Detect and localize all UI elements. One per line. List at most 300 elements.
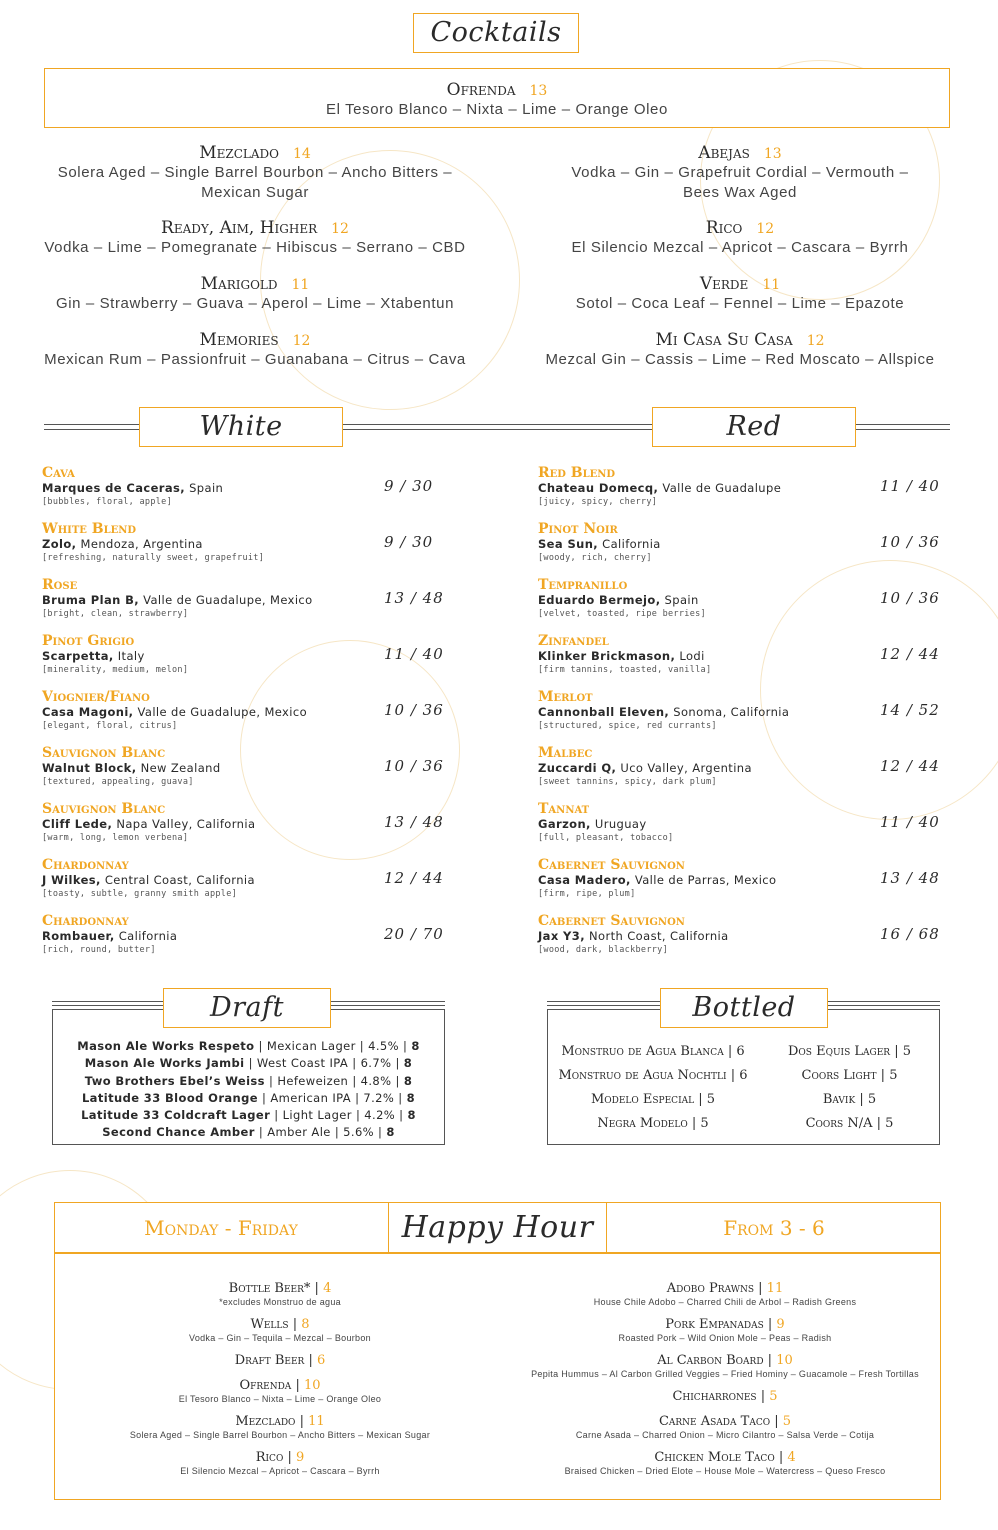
- happy-hour-item-price: 11: [766, 1281, 784, 1296]
- separator: |: [291, 1378, 304, 1393]
- happy-hour-item-title: [505, 1414, 945, 1430]
- bottled-beer-name: Bavik: [822, 1092, 856, 1107]
- separator: |: [244, 1056, 257, 1071]
- happy-hour-item: [80, 1378, 480, 1405]
- happy-hour-item-name: Carne Asada Taco: [658, 1414, 771, 1429]
- wine-notes: [textured, appealing, guava]: [42, 777, 194, 787]
- cocktail-name: Mezclado: [199, 143, 279, 163]
- happy-hour-item: [80, 1281, 480, 1308]
- wine-varietal: Rose: [42, 577, 78, 593]
- happy-hour-item-price: 10: [303, 1378, 321, 1393]
- wine-region: Valle de Guadalupe, Mexico: [143, 593, 313, 607]
- cocktail-price: 13: [763, 146, 782, 162]
- separator: |: [763, 1353, 777, 1368]
- wine-region: Uruguay: [594, 817, 647, 831]
- wine-varietal: Merlot: [538, 689, 593, 705]
- wine-producer: Zuccardi Q,: [538, 761, 617, 775]
- wine-item: [42, 746, 402, 789]
- separator: |: [872, 1116, 886, 1131]
- draft-beer-price: 8: [403, 1073, 413, 1088]
- wine-price: 20 / 70: [384, 925, 444, 943]
- cocktail-price: 11: [291, 277, 310, 293]
- wine-region: Lodi: [679, 649, 705, 663]
- wine-producer-line: [42, 817, 402, 832]
- draft-beer-abv: 6.7%: [360, 1056, 392, 1071]
- wine-producer: Bruma Plan B,: [42, 593, 140, 607]
- wine-notes: [juicy, spicy, cherry]: [538, 497, 658, 507]
- wine-producer: Garzon,: [538, 817, 591, 831]
- happy-hour-item: [505, 1353, 945, 1380]
- draft-heading: Draft: [210, 992, 284, 1023]
- draft-beer-abv: 4.2%: [364, 1108, 396, 1123]
- draft-beer-item: [53, 1107, 444, 1124]
- draft-beer-style: Hefeweizen: [277, 1073, 349, 1088]
- cocktail-item: [525, 143, 955, 203]
- wine-price: 9 / 30: [384, 477, 434, 495]
- wine-producer-line: [42, 929, 402, 944]
- draft-beer-style: Light Lager: [282, 1108, 352, 1123]
- wine-producer-line: [538, 873, 898, 888]
- bottled-beer-price: 5: [706, 1092, 716, 1107]
- featured-cocktail-name: Ofrenda: [446, 80, 516, 100]
- draft-beer-name: Latitude 33 Blood Orange: [81, 1090, 258, 1105]
- wine-region: Valle de Parras, Mexico: [634, 873, 777, 887]
- wine-producer: Jax Y3,: [538, 929, 585, 943]
- separator: |: [726, 1068, 740, 1083]
- wine-price: 13 / 48: [880, 869, 940, 887]
- wine-producer-line: [42, 873, 402, 888]
- separator: |: [687, 1116, 701, 1131]
- happy-hour-item-price: 9: [295, 1450, 305, 1465]
- wine-producer-line: [42, 761, 402, 776]
- separator: |: [288, 1317, 302, 1332]
- cocktail-item: [525, 274, 955, 314]
- wine-item: [42, 578, 402, 621]
- cocktail-price: 12: [292, 333, 311, 349]
- draft-beer-name: Mason Ale Works Respeto: [77, 1039, 255, 1053]
- wine-notes: [warm, long, lemon verbena]: [42, 833, 189, 843]
- bottled-beer-name: Negra Modelo: [597, 1116, 688, 1131]
- happy-hour-item-desc: El Silencio Mezcal – Apricot – Cascara – Byrrh: [180, 1466, 380, 1476]
- draft-beer-abv: 4.5%: [368, 1039, 399, 1053]
- draft-beer-item: [53, 1073, 444, 1090]
- bottled-beer-price: 5: [902, 1044, 911, 1059]
- wine-item: [42, 690, 402, 733]
- happy-hour-item-name: Rico: [255, 1450, 284, 1465]
- separator: |: [754, 1281, 767, 1296]
- cocktail-name: Ready, Aim, Higher: [161, 218, 318, 238]
- wine-varietal: Pinot Noir: [538, 521, 618, 537]
- featured-cocktail-title: [45, 80, 949, 100]
- wine-producer: Sea Sun,: [538, 537, 599, 551]
- wine-region: Napa Valley, California: [116, 817, 256, 831]
- draft-beer-price: 8: [386, 1125, 395, 1140]
- separator: |: [254, 1039, 267, 1053]
- separator: |: [283, 1450, 296, 1465]
- happy-hour-item-name: Adobo Prawns: [666, 1281, 755, 1296]
- cocktail-item: [40, 274, 470, 314]
- happy-hour-heading: Happy Hour: [401, 1210, 594, 1245]
- happy-hour-item-desc: Carne Asada – Charred Onion – Micro Cilantro – Salsa Verde – Cotija: [575, 1430, 875, 1440]
- wine-price: 14 / 52: [880, 701, 940, 719]
- wine-region: Spain: [189, 481, 224, 495]
- wine-region: Spain: [664, 593, 699, 607]
- bottled-beer-name: Dos Equis Lager: [787, 1044, 891, 1059]
- happy-hour-item-price: 6: [316, 1353, 326, 1368]
- wine-price: 10 / 36: [880, 533, 940, 551]
- cocktail-item: [40, 330, 470, 370]
- cocktail-price: 12: [756, 221, 775, 237]
- cocktail-desc: Solera Aged – Single Barrel Bourbon – Ancho Bitters –: [57, 164, 453, 181]
- featured-cocktail-desc: El Tesoro Blanco – Nixta – Lime – Orange Oleo: [326, 101, 668, 118]
- happy-hour-time: From 3 - 6: [723, 1216, 825, 1240]
- separator: |: [254, 1125, 268, 1140]
- wine-notes: [toasty, subtle, granny smith apple]: [42, 889, 238, 899]
- bottled-beer-item: [548, 1064, 758, 1088]
- cocktail-desc: Bees Wax Aged: [683, 184, 797, 201]
- cocktail-desc: Mexican Rum – Passionfruit – Guanabana – Citrus – Cava: [44, 351, 466, 368]
- wine-notes: [full, pleasant, tobacco]: [538, 833, 674, 843]
- wine-region: Italy: [117, 649, 145, 663]
- bottled-beer-price: 5: [889, 1068, 898, 1083]
- cocktail-desc: Gin – Strawberry – Guava – Aperol – Lime – Xtabentun: [55, 295, 455, 312]
- cocktails-heading: Cocktails: [430, 17, 562, 48]
- separator: |: [391, 1073, 404, 1088]
- wine-region: California: [118, 929, 178, 943]
- separator: |: [264, 1073, 278, 1088]
- separator: |: [351, 1108, 365, 1123]
- happy-hour-item-price: 5: [782, 1414, 792, 1429]
- happy-hour-item-price: 11: [308, 1414, 325, 1429]
- bottled-beer-item: [548, 1112, 758, 1136]
- separator: |: [348, 1073, 361, 1088]
- bottled-beer-name: Monstruo de Agua Blanca: [561, 1044, 724, 1059]
- happy-hour-item-price: 4: [323, 1281, 332, 1296]
- separator: |: [355, 1039, 369, 1053]
- draft-beer-item: [53, 1055, 444, 1072]
- wine-varietal: Chardonnay: [42, 913, 129, 929]
- happy-hour-item: [80, 1353, 480, 1369]
- happy-hour-item-title: [80, 1378, 480, 1394]
- cocktail-desc: Sotol – Coca Leaf – Fennel – Lime – Epazote: [575, 295, 905, 312]
- bottled-beer-price: 5: [867, 1092, 877, 1107]
- cocktail-price: 14: [292, 146, 311, 162]
- wine-price: 11 / 40: [880, 477, 940, 495]
- happy-hour-heading-box: [388, 1202, 607, 1253]
- wine-item: [42, 802, 402, 845]
- wine-varietal: Cabernet Sauvignon: [538, 857, 685, 873]
- draft-list-box: [52, 1009, 445, 1145]
- happy-hour-item-desc: El Tesoro Blanco – Nixta – Lime – Orange Oleo: [178, 1394, 382, 1404]
- happy-hour-item-name: Chicken Mole Taco: [654, 1450, 775, 1465]
- wine-price: 9 / 30: [384, 533, 434, 551]
- wine-item: [538, 746, 898, 789]
- featured-cocktail-price: 13: [529, 83, 548, 99]
- happy-hour-item-title: [80, 1281, 480, 1297]
- draft-beer-price: 8: [411, 1039, 420, 1053]
- wine-notes: [structured, spice, red currants]: [538, 721, 717, 731]
- wine-notes: [wood, dark, blackberry]: [538, 945, 669, 955]
- draft-beer-price: 8: [403, 1056, 413, 1071]
- wine-varietal: Tannat: [538, 801, 590, 817]
- wine-region: Valle de Guadalupe, Mexico: [137, 705, 308, 719]
- separator: |: [694, 1092, 707, 1107]
- wine-item: [538, 690, 898, 733]
- wine-producer-line: [538, 481, 898, 496]
- wine-notes: [firm tannins, toasted, vanilla]: [538, 665, 712, 675]
- happy-hour-item-desc: Roasted Pork – Wild Onion Mole – Peas – Radish: [618, 1333, 832, 1343]
- happy-hour-item-title: [505, 1281, 945, 1297]
- separator: |: [774, 1450, 788, 1465]
- red-heading-box: [652, 407, 856, 447]
- draft-beer-name: Latitude 33 Coldcraft Lager: [81, 1108, 271, 1123]
- wine-producer-line: [538, 593, 898, 608]
- cocktail-item: [40, 143, 470, 203]
- bottled-beer-name: Monstruo de Agua Nochtli: [558, 1068, 727, 1083]
- happy-hour-item-title: [80, 1317, 480, 1333]
- draft-beer-abv: 7.2%: [363, 1090, 395, 1105]
- wine-producer-line: [538, 537, 898, 552]
- bottled-beer-item: [758, 1088, 941, 1112]
- wine-price: 13 / 48: [384, 813, 444, 831]
- wine-notes: [minerality, medium, melon]: [42, 665, 189, 675]
- happy-hour-item-desc: Braised Chicken – Dried Elote – House Mole – Watercress – Queso Fresco: [564, 1466, 886, 1476]
- cocktails-heading-box: [413, 13, 579, 53]
- happy-hour-item-title: [505, 1450, 945, 1466]
- wine-producer-line: [42, 705, 402, 720]
- draft-beer-name: Second Chance Amber: [102, 1125, 255, 1140]
- wine-notes: [elegant, floral, citrus]: [42, 721, 178, 731]
- bottled-beer-item: [758, 1064, 941, 1088]
- wine-price: 10 / 36: [384, 701, 444, 719]
- white-heading-box: [139, 407, 343, 447]
- cocktail-desc: Vodka – Lime – Pomegranate – Hibiscus – Serrano – CBD: [44, 239, 466, 256]
- wine-item: [538, 578, 898, 621]
- happy-hour-item-title: [505, 1353, 945, 1369]
- draft-beer-item: [53, 1038, 444, 1055]
- happy-hour-item: [505, 1450, 945, 1477]
- separator: |: [756, 1389, 770, 1404]
- wine-producer-line: [538, 929, 898, 944]
- separator: |: [876, 1068, 890, 1083]
- separator: |: [763, 1317, 777, 1332]
- wine-region: North Coast, California: [589, 929, 729, 943]
- separator: |: [330, 1125, 344, 1140]
- draft-heading-box: [163, 988, 331, 1028]
- wine-producer: Casa Magoni,: [42, 705, 134, 719]
- draft-beer-list: [53, 1038, 444, 1142]
- happy-hour-days: Monday - Friday: [144, 1216, 298, 1240]
- happy-hour-item-name: Ofrenda: [239, 1378, 292, 1393]
- happy-hour-item-price: 8: [301, 1317, 310, 1332]
- draft-beer-name: Mason Ale Works Jambi: [84, 1056, 245, 1071]
- white-heading: White: [199, 411, 283, 442]
- cocktail-name: Verde: [699, 274, 749, 294]
- wine-price: 12 / 44: [384, 869, 444, 887]
- separator: |: [890, 1044, 903, 1059]
- happy-hour-item-price: 9: [776, 1317, 785, 1332]
- happy-hour-food: [505, 1281, 945, 1486]
- bottled-beer-name: Coors Light: [801, 1068, 877, 1083]
- wine-varietal: Malbec: [538, 745, 593, 761]
- separator: |: [398, 1039, 412, 1053]
- happy-hour-item-desc: House Chile Adobo – Charred Chili de Arbol – Radish Greens: [593, 1297, 857, 1307]
- wine-varietal: Sauvignon Blanc: [42, 801, 166, 817]
- bottled-heading: Bottled: [692, 992, 796, 1023]
- happy-hour-item: [505, 1281, 945, 1308]
- separator: |: [770, 1414, 783, 1429]
- draft-beer-price: 8: [406, 1090, 416, 1105]
- cocktail-name: Memories: [199, 330, 279, 350]
- happy-hour-drinks: [80, 1281, 480, 1486]
- separator: |: [348, 1056, 361, 1071]
- happy-hour-item-title: [505, 1389, 945, 1405]
- happy-hour-item: [80, 1317, 480, 1344]
- wine-item: [42, 858, 402, 901]
- wine-item: [42, 914, 402, 957]
- wine-price: 12 / 44: [880, 645, 940, 663]
- bottled-beer-list-right: [758, 1040, 941, 1136]
- draft-beer-abv: 5.6%: [343, 1125, 374, 1140]
- red-heading: Red: [726, 411, 782, 442]
- wine-producer-line: [42, 537, 402, 552]
- wine-producer: Chateau Domecq,: [538, 481, 659, 495]
- separator: |: [855, 1092, 868, 1107]
- wine-producer-line: [42, 649, 402, 664]
- separator: |: [351, 1090, 364, 1105]
- wine-producer: Marques de Caceras,: [42, 481, 186, 495]
- wine-region: Central Coast, California: [104, 873, 255, 887]
- wine-price: 11 / 40: [880, 813, 940, 831]
- happy-hour-item: [505, 1414, 945, 1441]
- cocktail-desc: Mezcal Gin – Cassis – Lime – Red Moscato – Allspice: [545, 351, 935, 368]
- wine-item: [538, 802, 898, 845]
- wine-item: [538, 914, 898, 957]
- wine-producer: Klinker Brickmason,: [538, 649, 676, 663]
- draft-beer-item: [53, 1090, 444, 1107]
- wine-producer-line: [538, 761, 898, 776]
- bottled-beer-price: 6: [739, 1068, 748, 1083]
- wine-region: New Zealand: [140, 761, 221, 775]
- draft-beer-style: American IPA: [270, 1090, 352, 1105]
- wine-producer: Scarpetta,: [42, 649, 114, 663]
- cocktail-price: 11: [762, 277, 781, 293]
- bottled-beer-list-left: [548, 1040, 758, 1136]
- wine-producer: J Wilkes,: [42, 873, 101, 887]
- separator: |: [391, 1056, 404, 1071]
- happy-hour-item: [80, 1450, 480, 1477]
- happy-hour-item-name: Mezclado: [235, 1414, 296, 1429]
- cocktail-name: Marigold: [200, 274, 278, 294]
- wine-varietal: Red Blend: [538, 465, 616, 481]
- wine-notes: [rich, round, butter]: [42, 945, 156, 955]
- bottled-beer-item: [758, 1040, 941, 1064]
- happy-hour-item-name: Pork Empanadas: [665, 1317, 764, 1332]
- bottled-beer-name: Coors N/A: [805, 1116, 873, 1131]
- wine-varietal: Zinfandel: [538, 633, 609, 649]
- wine-notes: [velvet, toasted, ripe berries]: [538, 609, 706, 619]
- wine-producer: Cliff Lede,: [42, 817, 113, 831]
- cocktail-name: Mi Casa Su Casa: [655, 330, 793, 350]
- happy-hour-item-desc: *excludes Monstruo de agua: [219, 1297, 341, 1307]
- wine-producer-line: [42, 593, 402, 608]
- featured-cocktail-box: [44, 68, 950, 128]
- bottled-beer-item: [548, 1040, 758, 1064]
- wine-price: 12 / 44: [880, 757, 940, 775]
- draft-beer-item: [53, 1124, 444, 1141]
- wine-producer-line: [42, 481, 402, 496]
- bottled-beer-name: Modelo Especial: [590, 1092, 695, 1107]
- wine-item: [42, 522, 402, 565]
- wine-producer: Walnut Block,: [42, 761, 137, 775]
- cocktail-desc: Vodka – Gin – Grapefruit Cordial – Vermouth –: [571, 164, 909, 181]
- wine-item: [42, 466, 402, 509]
- wine-notes: [firm, ripe, plum]: [538, 889, 636, 899]
- wine-item: [538, 634, 898, 677]
- happy-hour-item: [505, 1389, 945, 1405]
- separator: |: [374, 1125, 387, 1140]
- wine-producer: Zolo,: [42, 537, 77, 551]
- wine-notes: [bright, clean, strawberry]: [42, 609, 189, 619]
- wine-item: [538, 522, 898, 565]
- wine-price: 10 / 36: [384, 757, 444, 775]
- bottled-heading-box: [660, 988, 828, 1028]
- separator: |: [395, 1108, 408, 1123]
- wine-producer: Casa Madero,: [538, 873, 631, 887]
- cocktail-desc: Mexican Sugar: [201, 184, 309, 201]
- wine-varietal: Pinot Grigio: [42, 633, 135, 649]
- happy-hour-item-title: [505, 1317, 945, 1333]
- wine-notes: [woody, rich, cherry]: [538, 553, 652, 563]
- bottled-list-box: [547, 1009, 940, 1145]
- separator: |: [257, 1090, 271, 1105]
- wine-region: Mendoza, Argentina: [80, 537, 203, 551]
- wine-producer-line: [538, 705, 898, 720]
- happy-hour-item-price: 5: [769, 1389, 778, 1404]
- bottled-beer-item: [758, 1112, 941, 1136]
- wine-item: [538, 466, 898, 509]
- wine-varietal: Chardonnay: [42, 857, 129, 873]
- cocktail-item: [525, 218, 955, 258]
- draft-beer-price: 8: [407, 1108, 416, 1123]
- wine-price: 16 / 68: [880, 925, 940, 943]
- wine-region: Uco Valley, Argentina: [620, 761, 752, 775]
- wine-item: [538, 858, 898, 901]
- draft-beer-style: Mexican Lager: [266, 1039, 356, 1053]
- happy-hour-item-name: Al Carbon Board: [657, 1353, 764, 1368]
- separator: |: [295, 1414, 309, 1429]
- happy-hour-item: [80, 1414, 480, 1441]
- cocktail-item: [525, 330, 955, 370]
- bottled-beer-item: [548, 1088, 758, 1112]
- wine-varietal: Cava: [42, 465, 75, 481]
- wine-item: [42, 634, 402, 677]
- happy-hour-item-name: Chicharrones: [672, 1389, 757, 1404]
- cocktail-name: Rico: [705, 218, 743, 238]
- wine-notes: [refreshing, naturally sweet, grapefruit]: [42, 553, 265, 563]
- happy-hour-item-price: 4: [787, 1450, 796, 1465]
- separator: |: [394, 1090, 407, 1105]
- draft-beer-style: Amber Ale: [267, 1125, 331, 1140]
- happy-hour-item-desc: Vodka – Gin – Tequila – Mezcal – Bourbon: [189, 1333, 371, 1343]
- wine-region: Valle de Guadalupe: [662, 481, 782, 495]
- wine-varietal: Sauvignon Blanc: [42, 745, 166, 761]
- wine-notes: [bubbles, floral, apple]: [42, 497, 173, 507]
- wine-producer-line: [538, 817, 898, 832]
- wine-region: Sonoma, California: [673, 705, 790, 719]
- wine-price: 11 / 40: [384, 645, 444, 663]
- happy-hour-item-title: [80, 1414, 480, 1430]
